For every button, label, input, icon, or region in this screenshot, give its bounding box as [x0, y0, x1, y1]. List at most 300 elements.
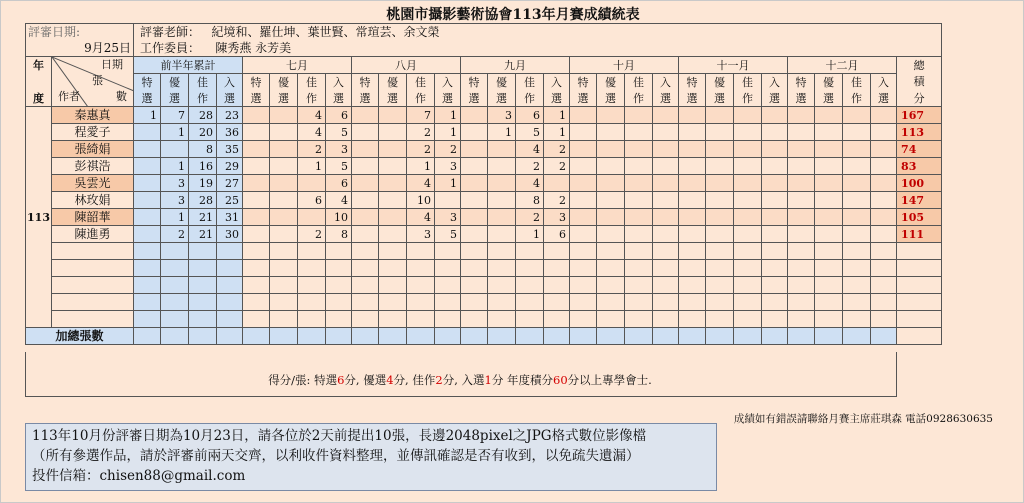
month-cell [843, 141, 871, 158]
month-cell [653, 328, 679, 345]
month-cell [734, 260, 762, 277]
month-cell [352, 243, 379, 260]
month-cell [379, 311, 407, 328]
subheader-top-cell: 佳 [516, 74, 544, 91]
month-cell [270, 107, 298, 124]
month-cell [734, 277, 762, 294]
month-cell [597, 175, 625, 192]
month-cell [243, 124, 270, 141]
subheader-top-cell: 優 [161, 74, 189, 91]
month-cell [706, 328, 734, 345]
month-cell [815, 209, 843, 226]
month-cell [597, 124, 625, 141]
month-cell [653, 311, 679, 328]
month-cell [379, 141, 407, 158]
month-cell [762, 260, 788, 277]
subheader-bottom-cell: 選 [379, 90, 407, 107]
author-name: 程愛子 [52, 124, 134, 141]
author-name: 秦惠真 [52, 107, 134, 124]
month-cell [544, 294, 570, 311]
month-cell [625, 294, 653, 311]
month-cell [871, 175, 897, 192]
total-score: 83 [897, 158, 942, 175]
month-cell [815, 141, 843, 158]
table-row [26, 243, 942, 260]
month-cell [843, 243, 871, 260]
contact-note: 成績如有錯誤請聯絡月賽主席莊琪森 電話0928630635 [733, 413, 993, 425]
subheader-top-cell: 優 [815, 74, 843, 91]
subheader-top-cell: 優 [706, 74, 734, 91]
first-half-cell [161, 277, 189, 294]
month-cell [871, 209, 897, 226]
first-half-cell: 31 [217, 209, 243, 226]
notice-line-1: 113年10月份評審日期為10月23日，請各位於2天前提出10張，長邊2048pixel之JPG格式數位影像檔 [32, 428, 647, 444]
total-score [897, 260, 942, 277]
month-cell [298, 311, 326, 328]
month-cell [570, 277, 597, 294]
month-cell [243, 107, 270, 124]
month-cell [270, 226, 298, 243]
month-cell [461, 277, 488, 294]
month-cell [298, 277, 326, 294]
month-cell [815, 192, 843, 209]
month-cell [379, 294, 407, 311]
month-cell [435, 277, 461, 294]
month-cell [352, 192, 379, 209]
month-cell [706, 260, 734, 277]
month-cell [270, 192, 298, 209]
month-cell [625, 260, 653, 277]
header-row-sub-top [26, 74, 942, 91]
month-cell [352, 311, 379, 328]
subheader-bottom-cell: 選 [134, 90, 161, 107]
subheader-bottom-cell: 選 [871, 90, 897, 107]
month-cell [706, 192, 734, 209]
month-cell [625, 243, 653, 260]
month-cell: 1 [488, 124, 516, 141]
page-title: 桃園市攝影藝術協會113年月賽成績統表 [386, 7, 640, 23]
month-cell [762, 158, 788, 175]
month-cell [597, 209, 625, 226]
scoring-good-value: 2 [435, 373, 443, 387]
month-cell [488, 226, 516, 243]
first-half-cell [189, 243, 217, 260]
judges-label: 評審老師： [140, 24, 201, 39]
first-half-cell: 25 [217, 192, 243, 209]
month-cell: 5 [516, 124, 544, 141]
month-cell [762, 124, 788, 141]
month-cell [706, 175, 734, 192]
month-cell [679, 124, 706, 141]
subheader-top-cell: 佳 [734, 74, 762, 91]
subheader-top-cell: 入 [326, 74, 352, 91]
month-header-11: 十一月 [679, 57, 788, 74]
month-cell [653, 141, 679, 158]
month-cell [243, 311, 270, 328]
month-cell [488, 209, 516, 226]
month-cell [544, 175, 570, 192]
subheader-top-cell: 佳 [298, 74, 326, 91]
month-cell [243, 294, 270, 311]
subheader-bottom-cell: 作 [625, 90, 653, 107]
month-cell: 8 [326, 226, 352, 243]
first-half-cell: 16 [189, 158, 217, 175]
author-name [52, 243, 134, 260]
month-cell [734, 311, 762, 328]
month-cell [815, 294, 843, 311]
month-cell [544, 277, 570, 294]
month-cell [597, 243, 625, 260]
month-cell: 1 [435, 124, 461, 141]
month-cell [298, 294, 326, 311]
month-cell [788, 209, 815, 226]
subheader-bottom-cell: 選 [352, 90, 379, 107]
judges-line [134, 24, 942, 41]
month-cell [679, 243, 706, 260]
month-cell [570, 243, 597, 260]
total-score [897, 277, 942, 294]
month-cell [625, 277, 653, 294]
month-cell [461, 192, 488, 209]
total-header-1: 總 [897, 57, 942, 74]
month-cell [788, 277, 815, 294]
year-header-blank [26, 74, 52, 91]
month-cell: 3 [544, 209, 570, 226]
month-cell [597, 328, 625, 345]
scoring-text-4: 分 年度積分 [491, 373, 553, 387]
first-half-cell: 8 [189, 141, 217, 158]
first-half-cell [134, 175, 161, 192]
month-cell [243, 243, 270, 260]
first-half-cell [217, 277, 243, 294]
month-cell [706, 158, 734, 175]
subheader-top-cell: 特 [134, 74, 161, 91]
month-cell: 2 [298, 141, 326, 158]
month-cell [653, 226, 679, 243]
first-half-cell [189, 294, 217, 311]
month-cell [435, 311, 461, 328]
month-cell [461, 243, 488, 260]
month-cell [298, 175, 326, 192]
score-table [25, 23, 942, 345]
table-row [26, 141, 942, 158]
month-cell [788, 124, 815, 141]
month-cell [435, 260, 461, 277]
scoring-text-2: 分, 佳作 [393, 373, 436, 387]
notice-line-2: （所有參選作品，請於評審前兩天交齊，以利收件資料整理，並傳訊確認是否有收到，以免疏失遺漏） [32, 448, 640, 464]
month-header-8: 八月 [352, 57, 461, 74]
info-row-1 [26, 24, 942, 41]
month-cell [625, 158, 653, 175]
month-cell: 4 [407, 175, 435, 192]
month-cell [352, 158, 379, 175]
month-cell [379, 124, 407, 141]
month-cell [706, 141, 734, 158]
month-cell: 6 [544, 226, 570, 243]
first-half-cell [189, 311, 217, 328]
subheader-top-cell: 特 [679, 74, 706, 91]
table-row [26, 311, 942, 328]
first-half-cell: 21 [189, 209, 217, 226]
month-cell [352, 209, 379, 226]
month-cell [243, 260, 270, 277]
month-cell [570, 294, 597, 311]
scoring-entry-value: 1 [484, 373, 492, 387]
first-half-cell: 3 [161, 175, 189, 192]
month-cell [843, 124, 871, 141]
subheader-top-cell: 特 [461, 74, 488, 91]
month-cell [570, 141, 597, 158]
date-header: 日期 [101, 58, 124, 71]
author-name: 張綺娟 [52, 141, 134, 158]
month-cell: 2 [407, 124, 435, 141]
table-row [26, 328, 942, 345]
month-cell [270, 175, 298, 192]
first-half-cell [134, 124, 161, 141]
month-cell [679, 294, 706, 311]
month-cell: 1 [435, 107, 461, 124]
month-cell [843, 294, 871, 311]
subheader-bottom-cell: 選 [435, 90, 461, 107]
first-half-cell [134, 226, 161, 243]
month-cell: 6 [326, 107, 352, 124]
month-cell [461, 294, 488, 311]
first-half-cell [134, 158, 161, 175]
month-cell: 6 [516, 107, 544, 124]
month-cell [734, 294, 762, 311]
month-cell: 5 [326, 124, 352, 141]
month-cell: 4 [407, 209, 435, 226]
subheader-top-cell: 特 [570, 74, 597, 91]
month-cell [570, 260, 597, 277]
month-cell [352, 277, 379, 294]
month-cell [762, 294, 788, 311]
month-cell [298, 260, 326, 277]
first-half-cell [161, 294, 189, 311]
month-cell [597, 260, 625, 277]
subheader-bottom-cell: 選 [653, 90, 679, 107]
info-row-2 [26, 40, 942, 57]
total-score: 167 [897, 107, 942, 124]
month-cell [435, 192, 461, 209]
table-row [26, 124, 942, 141]
month-cell [843, 192, 871, 209]
month-cell [326, 260, 352, 277]
month-cell [788, 294, 815, 311]
month-cell [679, 209, 706, 226]
table-row [26, 107, 942, 124]
month-cell [706, 294, 734, 311]
month-cell [570, 311, 597, 328]
month-cell [679, 107, 706, 124]
month-cell [597, 141, 625, 158]
month-cell [653, 294, 679, 311]
month-cell [871, 328, 897, 345]
month-cell [570, 192, 597, 209]
month-cell [516, 260, 544, 277]
month-cell: 4 [516, 141, 544, 158]
first-half-cell: 21 [189, 226, 217, 243]
table-row [26, 260, 942, 277]
scoring-text-3: 分, 入選 [442, 373, 485, 387]
month-cell [270, 328, 298, 345]
month-cell [461, 158, 488, 175]
total-score [897, 328, 942, 345]
first-half-cell [134, 243, 161, 260]
month-cell [597, 294, 625, 311]
first-half-cell: 23 [217, 107, 243, 124]
month-cell [815, 277, 843, 294]
month-cell [625, 175, 653, 192]
scoring-text-1: 分, 優選 [344, 373, 387, 387]
first-half-cell [217, 311, 243, 328]
first-half-cell [134, 328, 161, 345]
month-cell [653, 260, 679, 277]
month-cell [270, 124, 298, 141]
month-cell [653, 175, 679, 192]
month-cell [625, 192, 653, 209]
staff-label: 工作委員： [140, 40, 201, 55]
month-cell: 3 [488, 107, 516, 124]
month-cell [762, 192, 788, 209]
subheader-top-cell: 入 [762, 74, 788, 91]
month-header-12: 十二月 [788, 57, 897, 74]
month-cell [352, 141, 379, 158]
month-cell [871, 107, 897, 124]
month-cell [461, 226, 488, 243]
month-cell [298, 243, 326, 260]
month-cell [734, 328, 762, 345]
month-cell [270, 158, 298, 175]
month-cell [379, 328, 407, 345]
month-cell [625, 107, 653, 124]
header-row-months [26, 57, 942, 74]
total-score: 100 [897, 175, 942, 192]
first-half-cell [134, 141, 161, 158]
month-cell [488, 311, 516, 328]
month-cell [788, 226, 815, 243]
month-cell [488, 328, 516, 345]
table-row [26, 294, 942, 311]
subheader-bottom-cell: 選 [461, 90, 488, 107]
month-cell [326, 294, 352, 311]
month-cell [679, 192, 706, 209]
month-cell [734, 107, 762, 124]
month-cell [843, 311, 871, 328]
month-cell [461, 328, 488, 345]
month-cell [734, 158, 762, 175]
author-name [52, 277, 134, 294]
month-cell [815, 175, 843, 192]
author-name [52, 311, 134, 328]
month-cell [379, 209, 407, 226]
subheader-bottom-cell: 作 [189, 90, 217, 107]
month-cell [679, 260, 706, 277]
author-name: 林玫娟 [52, 192, 134, 209]
staff-line [134, 40, 942, 57]
month-cell [734, 243, 762, 260]
first-half-cell: 19 [189, 175, 217, 192]
month-cell [625, 209, 653, 226]
month-cell [788, 260, 815, 277]
month-cell [488, 158, 516, 175]
month-cell [815, 107, 843, 124]
first-half-cell: 1 [134, 107, 161, 124]
month-cell [379, 226, 407, 243]
author-name: 彭祺浩 [52, 158, 134, 175]
first-half-cell [134, 192, 161, 209]
month-cell [570, 328, 597, 345]
month-cell [488, 141, 516, 158]
month-cell: 2 [516, 209, 544, 226]
total-score: 111 [897, 226, 942, 243]
month-cell [326, 328, 352, 345]
month-cell [871, 243, 897, 260]
scoring-threshold-value: 60 [553, 373, 568, 387]
subheader-top-cell: 佳 [843, 74, 871, 91]
month-cell [243, 209, 270, 226]
notice-box [25, 423, 717, 491]
month-cell [653, 243, 679, 260]
month-cell: 1 [544, 124, 570, 141]
month-cell [352, 107, 379, 124]
month-cell [871, 294, 897, 311]
month-cell [843, 107, 871, 124]
month-cell [625, 124, 653, 141]
month-cell [871, 311, 897, 328]
month-cell: 1 [298, 158, 326, 175]
total-score [897, 243, 942, 260]
month-cell [243, 158, 270, 175]
subheader-bottom-cell: 選 [570, 90, 597, 107]
month-cell [488, 175, 516, 192]
month-cell [734, 141, 762, 158]
month-cell [706, 209, 734, 226]
month-cell [379, 158, 407, 175]
author-name: 陳進勇 [52, 226, 134, 243]
month-cell [407, 260, 435, 277]
first-half-cell [189, 328, 217, 345]
month-cell [706, 311, 734, 328]
author-header: 作者 [58, 90, 80, 103]
month-cell: 2 [516, 158, 544, 175]
first-half-cell [134, 277, 161, 294]
scoring-text-prefix: 得分/張: 特選 [268, 373, 338, 387]
month-cell [488, 260, 516, 277]
sheets-header: 張 [92, 74, 103, 87]
month-cell [570, 175, 597, 192]
month-cell [653, 209, 679, 226]
month-cell [461, 175, 488, 192]
month-cell: 3 [435, 158, 461, 175]
month-cell [298, 328, 326, 345]
month-header-9: 九月 [461, 57, 570, 74]
month-cell [843, 328, 871, 345]
month-cell [243, 328, 270, 345]
month-cell [352, 175, 379, 192]
total-header-2: 積 [897, 74, 942, 91]
year-header-2: 度 [26, 90, 52, 107]
month-cell [488, 243, 516, 260]
subheader-bottom-cell: 作 [298, 90, 326, 107]
subheader-top-cell: 佳 [625, 74, 653, 91]
table-row [26, 226, 942, 243]
subheader-top-cell: 優 [597, 74, 625, 91]
month-cell [544, 311, 570, 328]
subheader-top-cell: 入 [217, 74, 243, 91]
subheader-bottom-cell: 選 [243, 90, 270, 107]
subheader-bottom-cell: 選 [762, 90, 788, 107]
